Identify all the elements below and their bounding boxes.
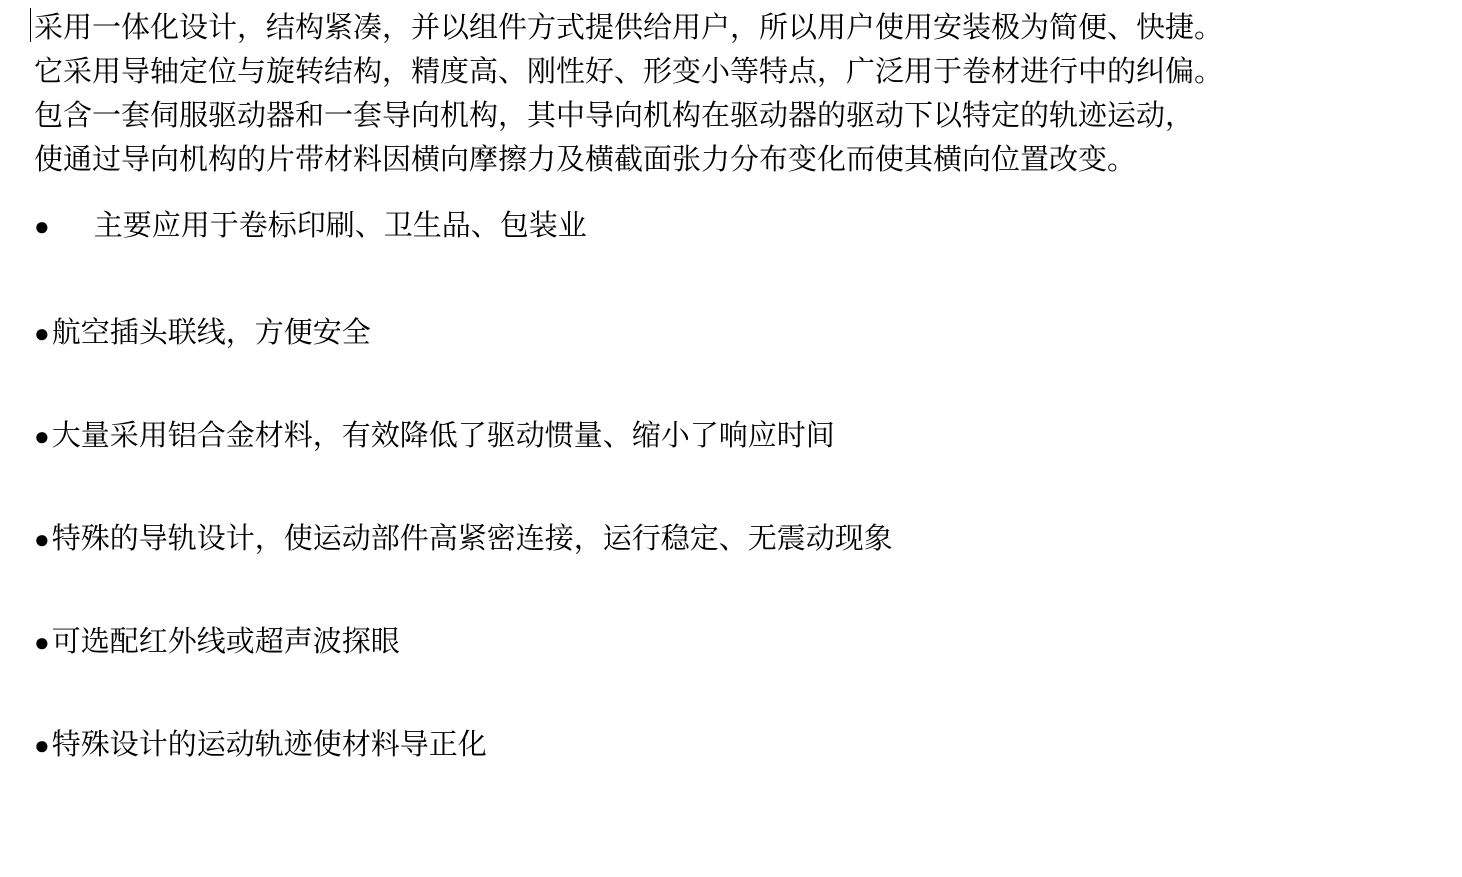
list-item xyxy=(30,414,1432,459)
bullet-dot-icon: ● xyxy=(34,422,50,451)
text-cursor xyxy=(30,8,31,42)
bullet-dot-icon: ● xyxy=(34,525,50,554)
list-item-primary-application xyxy=(30,204,1432,249)
list-item-label: 航空插头联线，方便安全 xyxy=(51,317,371,349)
list-item xyxy=(30,620,1432,665)
list-item-label: 可选配红外线或超声波探眼 xyxy=(51,626,400,658)
bullet-dot-icon: ● xyxy=(34,212,50,241)
list-item xyxy=(30,517,1432,562)
intro-line: 它采用导轴定位与旋转结构，精度高、刚性好、形变小等特点，广泛用于卷材进行中的纠偏。 xyxy=(34,56,1224,88)
list-item xyxy=(30,311,1432,356)
list-item-label: 大量采用铝合金材料，有效降低了驱动惯量、缩小了响应时间 xyxy=(51,420,835,452)
list-item-label: 主要应用于卷标印刷、卫生品、包装业 xyxy=(93,210,587,242)
list-item-label: 特殊设计的运动轨迹使材料导正化 xyxy=(51,729,487,761)
intro-line: 使通过导向机构的片带材料因横向摩擦力及横截面张力分布变化而使其横向位置改变。 xyxy=(34,144,1137,176)
intro-line: 包含一套伺服驱动器和一套导向机构，其中导向机构在驱动器的驱动下以特定的轨迹运动， xyxy=(34,100,1195,132)
list-item xyxy=(30,723,1432,768)
bullet-dot-icon: ● xyxy=(34,628,50,657)
bullet-dot-icon: ● xyxy=(34,319,50,348)
bullet-dot-icon: ● xyxy=(34,731,50,760)
intro-line: 采用一体化设计，结构紧凑，并以组件方式提供给用户，所以用户使用安装极为简便、快捷。 xyxy=(34,12,1224,44)
section-spacer xyxy=(30,249,1432,311)
intro-paragraph xyxy=(30,6,1432,182)
list-item-label: 特殊的导轨设计，使运动部件高紧密连接，运行稳定、无震动现象 xyxy=(51,523,893,555)
